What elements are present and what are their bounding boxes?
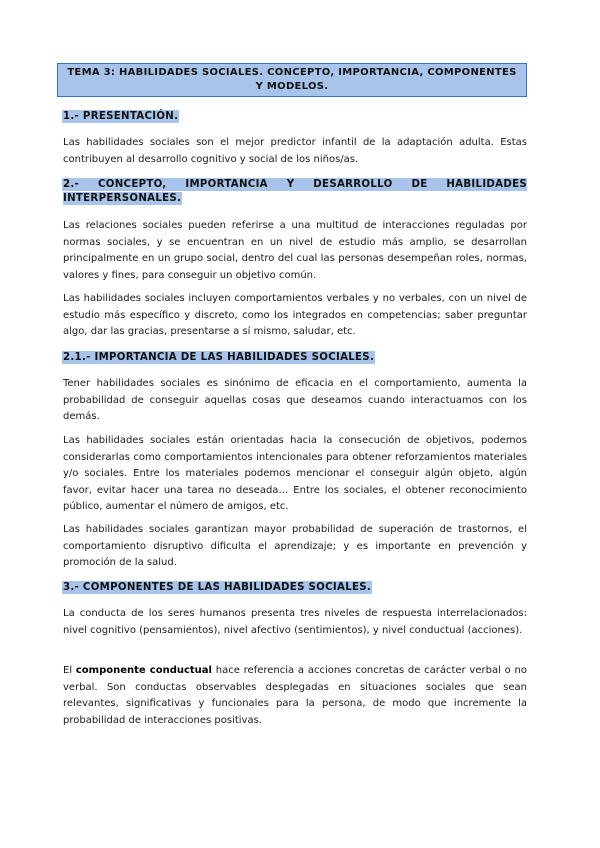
section-2-1-paragraph-1: Tener habilidades sociales es sinónimo de eficacia en el comportamiento, aumenta la probabilidad de conseguir aquellas cosas que deseamos cuando interactuamos con los demás. xyxy=(63,378,527,423)
section-3-paragraph-1: La conducta de los seres humanos presenta tres niveles de respuesta interrelacionados: nivel cognitivo (pensamientos), nivel afectivo (sentimientos), y nivel conductual (acciones). xyxy=(63,608,527,636)
section-3-heading xyxy=(63,581,371,595)
section-1-heading-text: 1.- PRESENTACIÓN. xyxy=(63,111,179,122)
section-2-heading xyxy=(63,178,527,206)
section-2-heading-text: 2.- CONCEPTO, IMPORTANCIA Y DESARROLLO DE HABILIDADES INTERPERSONALES. xyxy=(63,179,527,204)
section-3-paragraph-2-intro: El xyxy=(63,665,76,676)
section-1-heading xyxy=(63,110,178,124)
section-2-paragraph-1: Las relaciones sociales pueden referirse a una multitud de interacciones reguladas por normas sociales, y se encuentran en un nivel de estudio más amplio, se desarrollan principalmente en un grupo social, dentro del cual las personas desempeñan roles, normas, valores y fines, para conseguir un objetivo común. xyxy=(63,220,527,281)
document-title-box xyxy=(57,63,527,97)
section-3-paragraph-2 xyxy=(63,663,527,729)
section-3-paragraph-2-term: componente conductual xyxy=(75,665,212,676)
section-2-1-heading xyxy=(63,351,374,365)
document-title: TEMA 3: HABILIDADES SOCIALES. CONCEPTO, IMPORTANCIA, COMPONENTES Y MODELOS. xyxy=(67,67,517,92)
section-3-heading-text: 3.- COMPONENTES DE LAS HABILIDADES SOCIALES. xyxy=(63,582,372,593)
section-2-paragraph-2: Las habilidades sociales incluyen comportamientos verbales y no verbales, con un nivel de estudio más específico y discreto, como los integrados en competencias; saber preguntar algo, dar las gracias, presentarse a sí mismo, saludar, etc. xyxy=(63,293,527,338)
section-3-paragraph-2-body: hace referencia a acciones concretas de carácter verbal o no verbal. Son conductas observables desplegadas en situaciones sociales que sean relevantes, significativas y funcionales para la persona, de modo que incremente la probabilidad de interacciones positivas. xyxy=(63,665,527,726)
section-1-paragraph-1: Las habilidades sociales son el mejor predictor infantil de la adaptación adulta. Estas contribuyen al desarrollo cognitivo y social de los niños/as. xyxy=(63,137,527,165)
section-2-1-paragraph-2: Las habilidades sociales están orientadas hacia la consecución de objetivos, podemos considerarlas como comportamientos intencionales para obtener reforzamientos materiales y/o sociales. Entre los materiales podemos mencionar el conseguir algún objeto, algún favor, evitar hacer una tarea no deseada… Entre los sociales, el obtener reconocimiento público, aumentar el número de amigos, etc. xyxy=(63,435,527,513)
section-2-1-heading-text: 2.1.- IMPORTANCIA DE LAS HABILIDADES SOCIALES. xyxy=(63,352,375,363)
section-2-1-paragraph-3: Las habilidades sociales garantizan mayor probabilidad de superación de trastornos, el comportamiento disruptivo dificulta el aprendizaje; y es importante en prevención y promoción de la salud. xyxy=(63,524,527,569)
